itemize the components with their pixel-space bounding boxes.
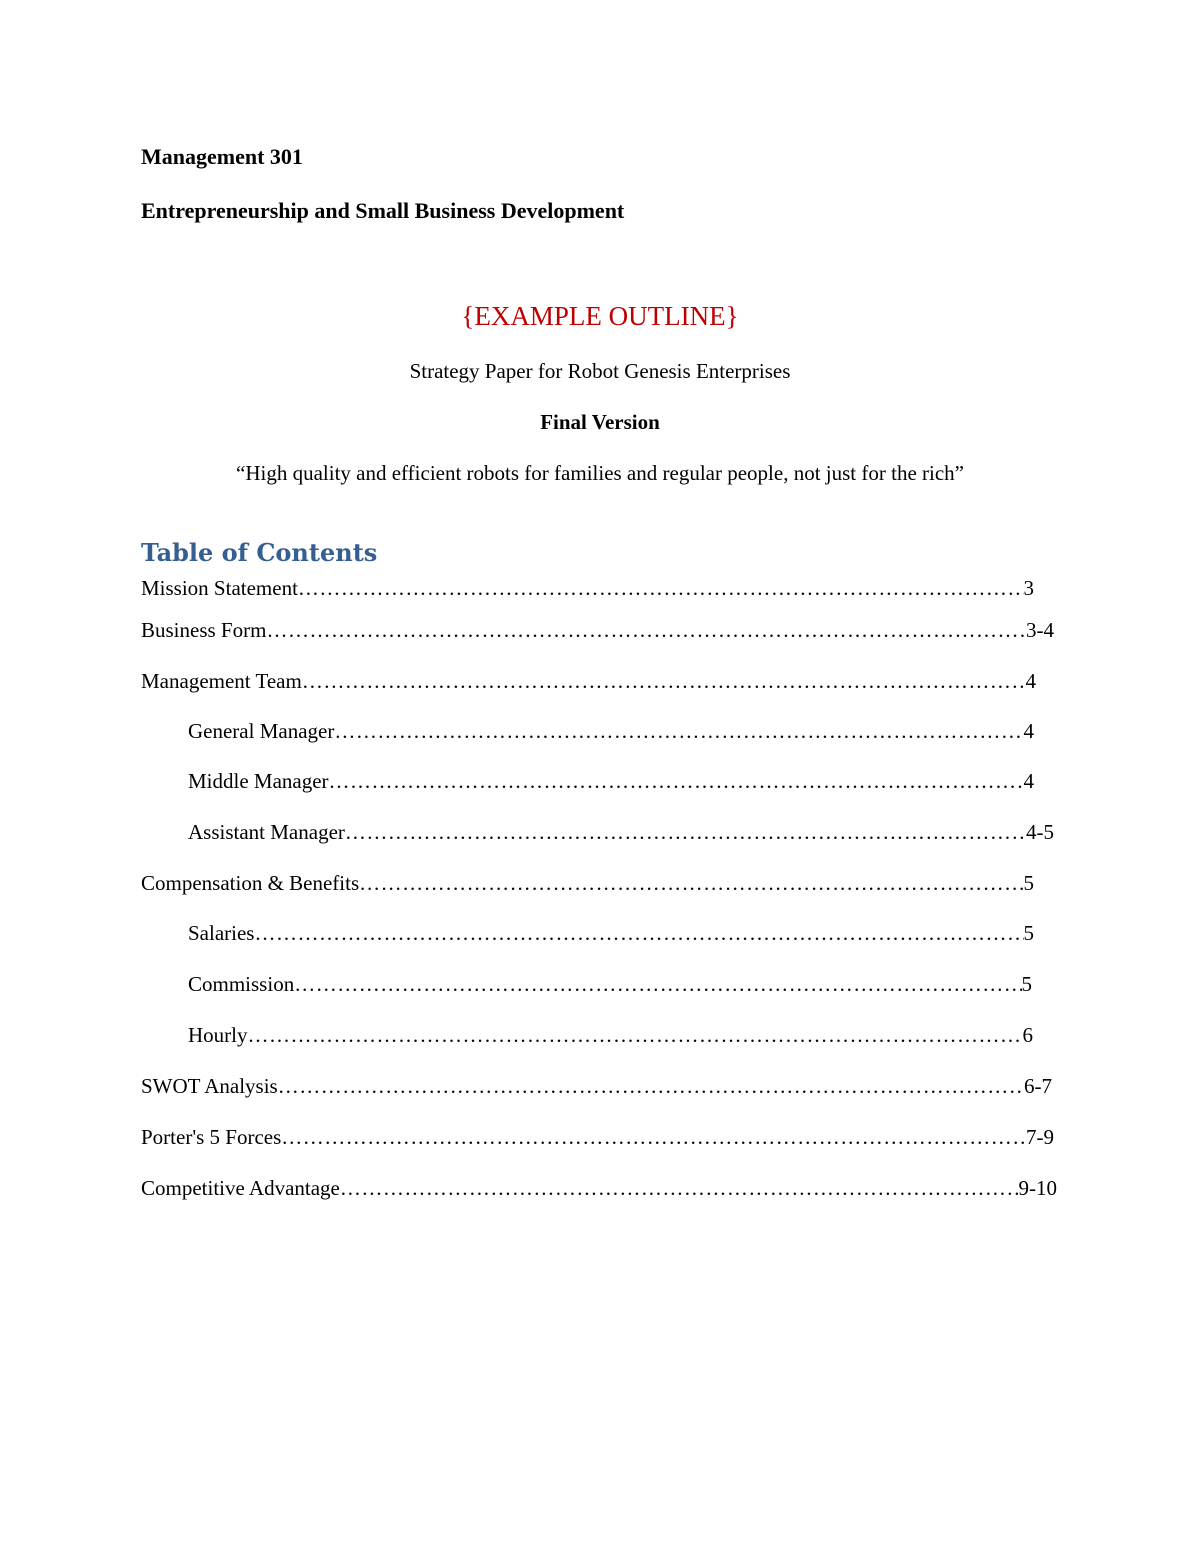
toc-entry-title: Hourly xyxy=(188,1023,248,1047)
example-outline-label: {EXAMPLE OUTLINE} xyxy=(461,301,739,331)
course-title: Entrepreneurship and Small Business Development xyxy=(141,198,625,223)
toc-entry-page: 9-10 xyxy=(1018,1176,1057,1200)
toc-entry-page: 4 xyxy=(1023,719,1034,743)
toc-entry-page: 4 xyxy=(1025,669,1036,693)
toc-entry-title: Mission Statement xyxy=(141,576,298,600)
dot-leader xyxy=(340,1175,1019,1201)
dot-leader xyxy=(359,870,1023,896)
toc-entry-porters-5-forces[interactable] xyxy=(141,1124,1054,1150)
dot-leader xyxy=(298,575,1024,601)
dot-leader xyxy=(334,718,1023,744)
toc-entry-hourly[interactable] xyxy=(188,1022,1033,1048)
version-label: Final Version xyxy=(540,410,660,434)
toc-entry-management-team[interactable] xyxy=(141,668,1036,694)
dot-leader xyxy=(329,768,1024,794)
toc-entry-page: 3 xyxy=(1023,576,1034,600)
toc-entry-title: SWOT Analysis xyxy=(141,1074,278,1098)
dot-leader xyxy=(248,1022,1023,1048)
company-motto: “High quality and efficient robots for families and regular people, not just for the rich” xyxy=(236,461,964,485)
toc-entry-title: Compensation & Benefits xyxy=(141,871,360,895)
toc-entry-title: Salaries xyxy=(188,921,255,945)
toc-entry-page: 6-7 xyxy=(1024,1074,1052,1098)
dot-leader xyxy=(281,1124,1026,1150)
toc-entry-general-manager[interactable] xyxy=(188,718,1034,744)
toc-heading: Table of Contents xyxy=(141,538,378,567)
toc-entry-business-form[interactable] xyxy=(141,617,1054,643)
toc-entry-competitive-advantage[interactable] xyxy=(141,1175,1057,1201)
course-number: Management 301 xyxy=(141,144,303,169)
toc-entry-swot-analysis[interactable] xyxy=(141,1073,1052,1099)
toc-entry-title: Commission xyxy=(188,972,295,996)
toc-entry-title: Assistant Manager xyxy=(188,820,345,844)
dot-leader xyxy=(302,668,1026,694)
toc-entry-mission-statement[interactable] xyxy=(141,575,1034,601)
dot-leader xyxy=(294,971,1021,997)
toc-entry-page: 3-4 xyxy=(1026,618,1054,642)
dot-leader xyxy=(278,1073,1024,1099)
dot-leader xyxy=(266,617,1026,643)
toc-entry-title: Middle Manager xyxy=(188,769,329,793)
toc-entry-commission[interactable] xyxy=(188,971,1032,997)
dot-leader xyxy=(254,920,1023,946)
toc-entry-page: 4-5 xyxy=(1026,820,1054,844)
toc-entry-title: Competitive Advantage xyxy=(141,1176,340,1200)
toc-entry-page: 5 xyxy=(1023,921,1034,945)
toc-entry-salaries[interactable] xyxy=(188,920,1034,946)
toc-entry-title: Porter's 5 Forces xyxy=(141,1125,282,1149)
paper-subtitle: Strategy Paper for Robot Genesis Enterprises xyxy=(409,359,791,383)
toc-entry-assistant-manager[interactable] xyxy=(188,819,1054,845)
toc-entry-title: Business Form xyxy=(141,618,267,642)
toc-entry-page: 5 xyxy=(1021,972,1032,996)
toc-entry-page: 7-9 xyxy=(1026,1125,1054,1149)
toc-entry-middle-manager[interactable] xyxy=(188,768,1034,794)
toc-entry-page: 4 xyxy=(1023,769,1034,793)
toc-entry-page: 6 xyxy=(1022,1023,1033,1047)
toc-entry-title: Management Team xyxy=(141,669,302,693)
toc-entry-compensation-benefits[interactable] xyxy=(141,870,1034,896)
toc-entry-title: General Manager xyxy=(188,719,335,743)
dot-leader xyxy=(345,819,1026,845)
toc-entry-page: 5 xyxy=(1023,871,1034,895)
